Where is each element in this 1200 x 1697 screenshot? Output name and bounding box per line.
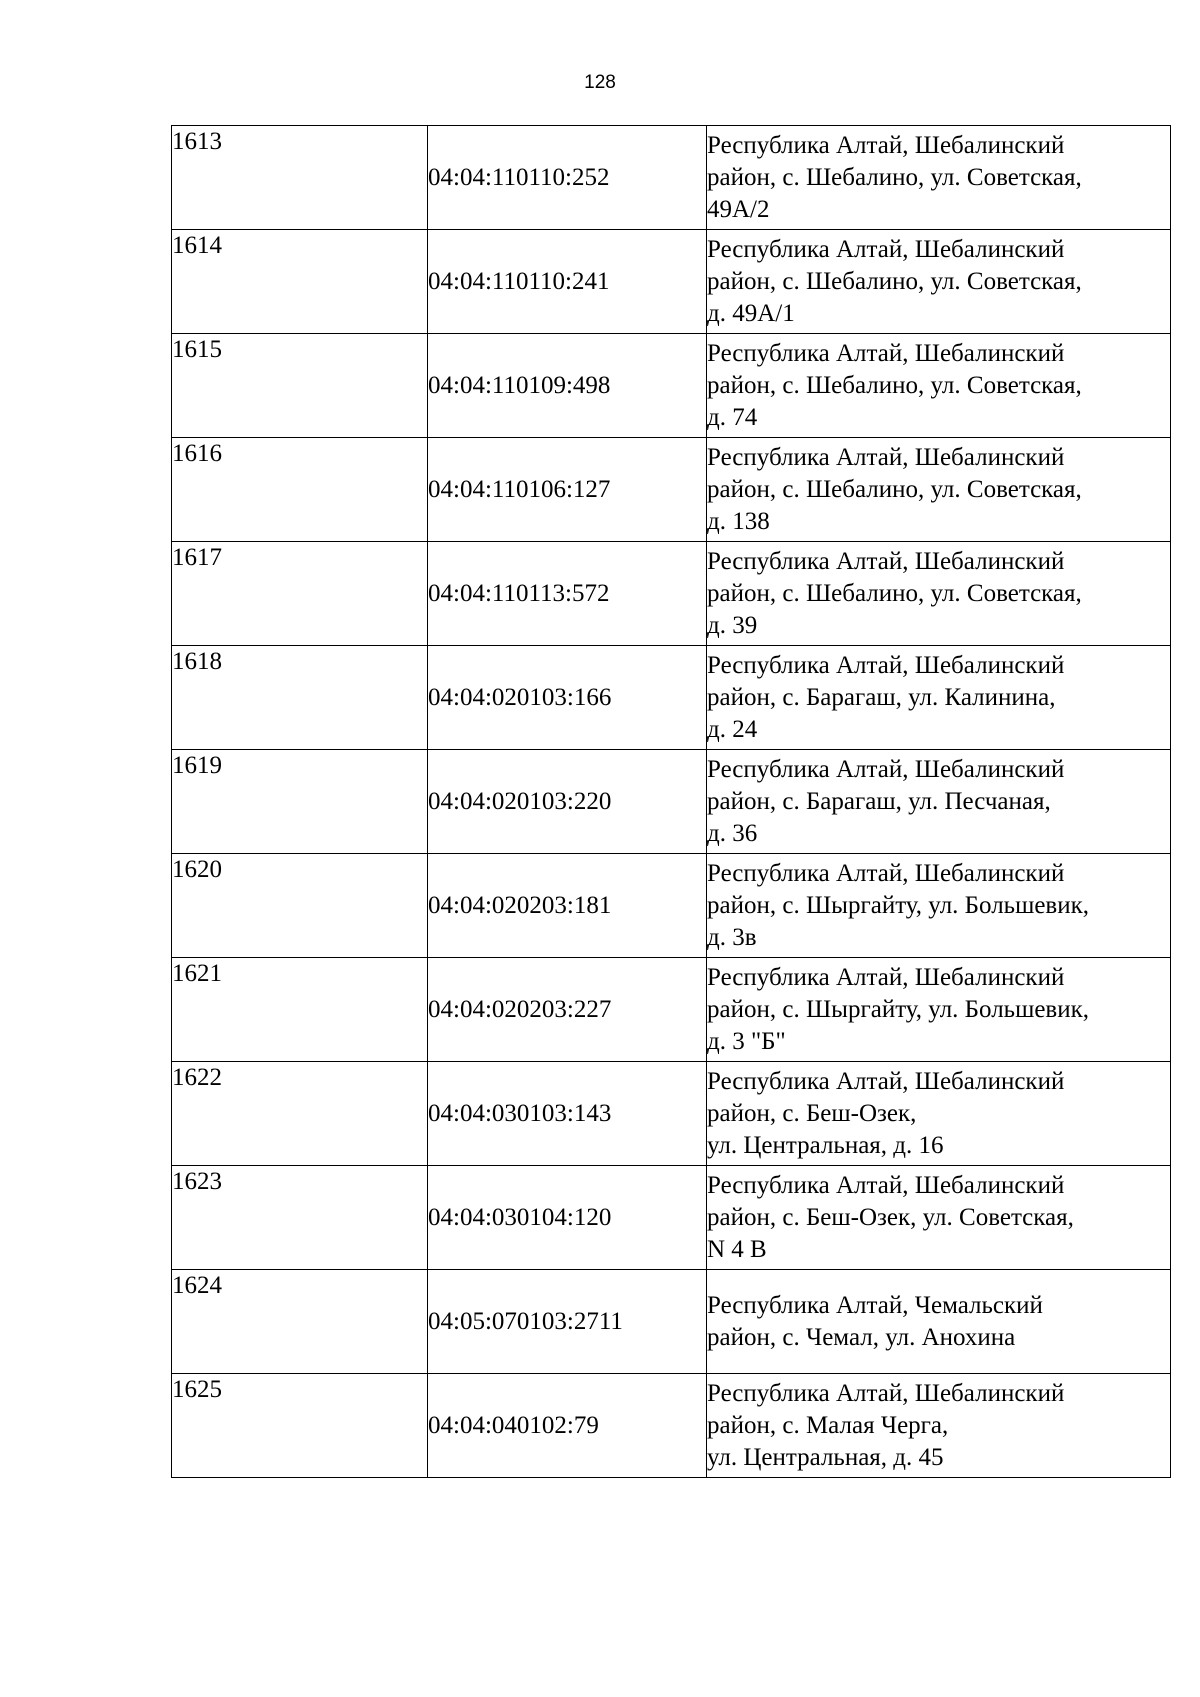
- row-number-cell: 1618: [172, 646, 428, 750]
- table-row: [172, 750, 1171, 854]
- address-line: д. 74: [707, 403, 758, 431]
- address-cell: [707, 1062, 1171, 1166]
- address-line: район, с. Шебалино, ул. Советская,: [707, 163, 1082, 191]
- address-line: д. 138: [707, 507, 770, 535]
- address-cell: [707, 1374, 1171, 1478]
- row-number-cell: 1614: [172, 230, 428, 334]
- address-cell: [707, 1270, 1171, 1374]
- address-cell: [707, 438, 1171, 542]
- cadastral-number-cell: 04:04:040102:79: [428, 1374, 707, 1478]
- address-line: ул. Центральная, д. 45: [707, 1443, 944, 1471]
- address-line: N 4 В: [707, 1235, 767, 1263]
- address-cell: [707, 750, 1171, 854]
- address-cell: [707, 646, 1171, 750]
- address-line: Республика Алтай, Шебалинский: [707, 1379, 1065, 1407]
- address-line: район, с. Чемал, ул. Анохина: [707, 1323, 1016, 1351]
- cadastral-number-cell: 04:04:020103:166: [428, 646, 707, 750]
- address-line: район, с. Шыргайту, ул. Большевик,: [707, 891, 1089, 919]
- table-row: [172, 646, 1171, 750]
- address-cell: [707, 230, 1171, 334]
- cadastral-number-cell: 04:05:070103:2711: [428, 1270, 707, 1374]
- address-cell: [707, 958, 1171, 1062]
- table-row: [172, 854, 1171, 958]
- address-line: Республика Алтай, Шебалинский: [707, 651, 1065, 679]
- table-row: [172, 1166, 1171, 1270]
- table-row: [172, 1270, 1171, 1374]
- address-line: Республика Алтай, Шебалинский: [707, 131, 1065, 159]
- row-number-cell: 1616: [172, 438, 428, 542]
- address-line: Республика Алтай, Шебалинский: [707, 1067, 1065, 1095]
- cadastral-number-cell: 04:04:110106:127: [428, 438, 707, 542]
- address-cell: [707, 542, 1171, 646]
- address-line: д. 3в: [707, 923, 757, 951]
- address-line: Республика Алтай, Шебалинский: [707, 755, 1065, 783]
- address-line: Республика Алтай, Шебалинский: [707, 859, 1065, 887]
- address-line: Республика Алтай, Чемальский: [707, 1291, 1043, 1319]
- cadastral-number-cell: 04:04:020203:181: [428, 854, 707, 958]
- page-number: 128: [584, 72, 616, 93]
- address-line: район, с. Шебалино, ул. Советская,: [707, 579, 1082, 607]
- cadastral-number-cell: 04:04:110110:252: [428, 126, 707, 230]
- row-number-cell: 1621: [172, 958, 428, 1062]
- table-row: [172, 126, 1171, 230]
- address-line: район, с. Шебалино, ул. Советская,: [707, 371, 1082, 399]
- address-line: 49А/2: [707, 195, 770, 223]
- address-line: д. 39: [707, 611, 758, 639]
- address-line: д. 49А/1: [707, 299, 795, 327]
- table-row: [172, 334, 1171, 438]
- address-line: Республика Алтай, Шебалинский: [707, 235, 1065, 263]
- cadastral-number-cell: 04:04:110109:498: [428, 334, 707, 438]
- address-line: Республика Алтай, Шебалинский: [707, 443, 1065, 471]
- address-cell: [707, 854, 1171, 958]
- table-row: [172, 958, 1171, 1062]
- address-line: д. 36: [707, 819, 758, 847]
- row-number-cell: 1624: [172, 1270, 428, 1374]
- cadastral-number-cell: 04:04:030103:143: [428, 1062, 707, 1166]
- address-line: д. 3 "Б": [707, 1027, 786, 1055]
- row-number-cell: 1619: [172, 750, 428, 854]
- row-number-cell: 1613: [172, 126, 428, 230]
- table-row: [172, 1062, 1171, 1166]
- table-row: [172, 230, 1171, 334]
- address-line: район, с. Барагаш, ул. Калинина,: [707, 683, 1056, 711]
- address-line: район, с. Барагаш, ул. Песчаная,: [707, 787, 1051, 815]
- cadastral-number-cell: 04:04:020203:227: [428, 958, 707, 1062]
- table-row: [172, 1374, 1171, 1478]
- row-number-cell: 1615: [172, 334, 428, 438]
- property-table: [171, 125, 1171, 1478]
- address-line: район, с. Беш-Озек, ул. Советская,: [707, 1203, 1074, 1231]
- cadastral-number-cell: 04:04:110113:572: [428, 542, 707, 646]
- address-cell: [707, 1166, 1171, 1270]
- row-number-cell: 1622: [172, 1062, 428, 1166]
- table-row: [172, 438, 1171, 542]
- address-line: район, с. Шыргайту, ул. Большевик,: [707, 995, 1089, 1023]
- table-body: [172, 126, 1171, 1478]
- address-line: Республика Алтай, Шебалинский: [707, 547, 1065, 575]
- address-line: район, с. Шебалино, ул. Советская,: [707, 475, 1082, 503]
- row-number-cell: 1623: [172, 1166, 428, 1270]
- row-number-cell: 1620: [172, 854, 428, 958]
- row-number-cell: 1617: [172, 542, 428, 646]
- address-line: Республика Алтай, Шебалинский: [707, 963, 1065, 991]
- address-line: д. 24: [707, 715, 758, 743]
- address-cell: [707, 334, 1171, 438]
- row-number-cell: 1625: [172, 1374, 428, 1478]
- cadastral-number-cell: 04:04:020103:220: [428, 750, 707, 854]
- cadastral-number-cell: 04:04:030104:120: [428, 1166, 707, 1270]
- address-line: район, с. Шебалино, ул. Советская,: [707, 267, 1082, 295]
- address-line: район, с. Беш-Озек,: [707, 1099, 917, 1127]
- address-line: Республика Алтай, Шебалинский: [707, 339, 1065, 367]
- address-line: Республика Алтай, Шебалинский: [707, 1171, 1065, 1199]
- address-line: ул. Центральная, д. 16: [707, 1131, 944, 1159]
- address-line: район, с. Малая Черга,: [707, 1411, 949, 1439]
- address-cell: [707, 126, 1171, 230]
- cadastral-number-cell: 04:04:110110:241: [428, 230, 707, 334]
- table-row: [172, 542, 1171, 646]
